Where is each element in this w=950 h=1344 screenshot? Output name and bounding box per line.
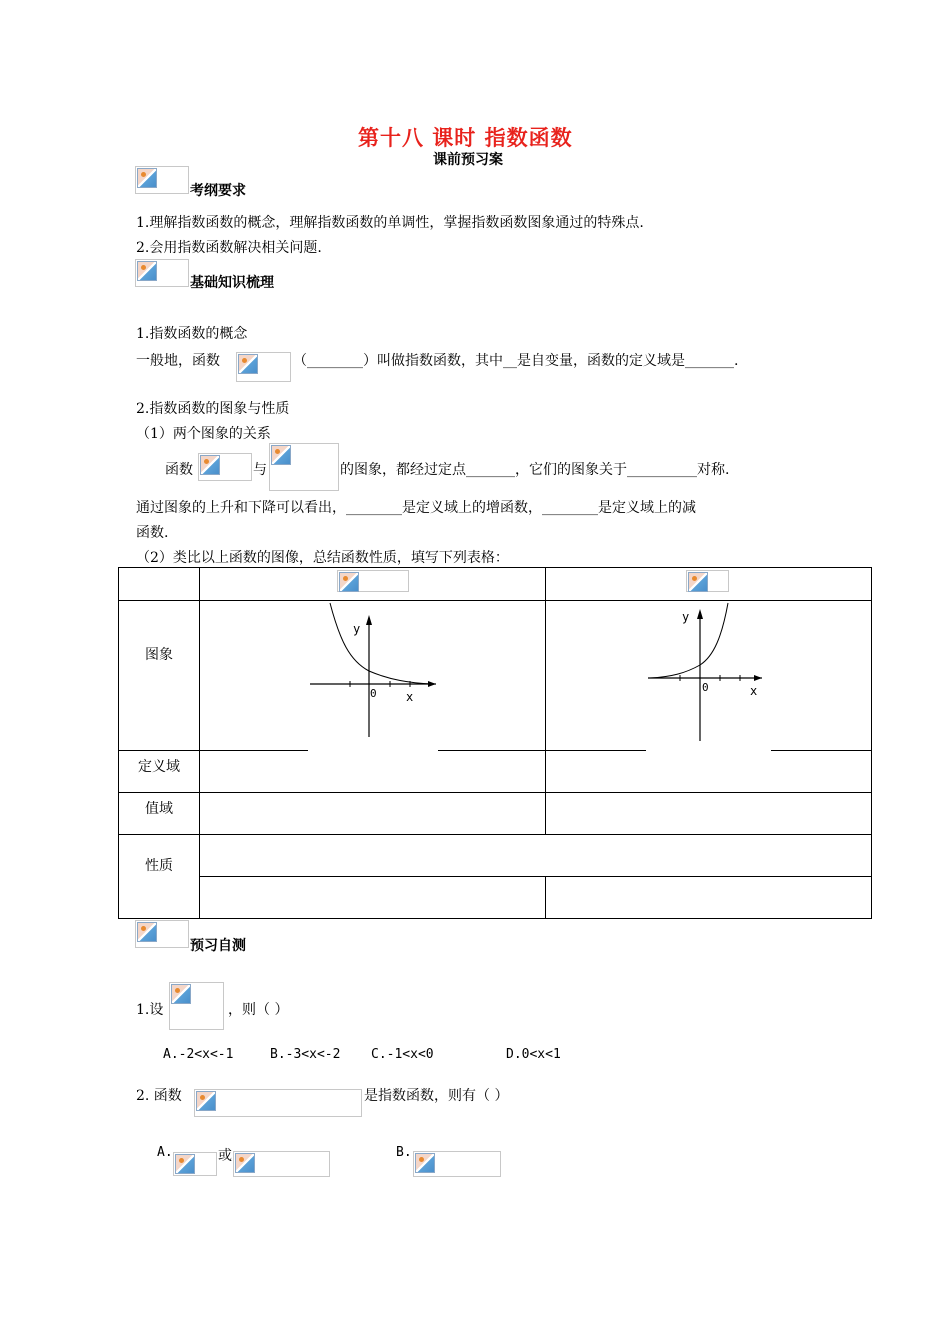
monotonicity-text-end: 函数. <box>136 525 169 541</box>
formula-image <box>269 443 339 491</box>
row-label-properties <box>119 835 200 919</box>
question-2-end: 是指数函数，则有（ ） <box>364 1088 509 1104</box>
option-b[interactable]: B.-3<x<-2 <box>270 1047 341 1062</box>
concept-line-start: 一般地，函数 <box>136 353 220 369</box>
subsection-relation: （1）两个图象的关系 <box>136 426 271 442</box>
table-header-right <box>546 568 872 601</box>
formula-image <box>686 570 729 592</box>
broken-image-icon <box>238 354 258 374</box>
row-label-graph <box>119 601 200 751</box>
range-right-cell[interactable] <box>546 793 872 835</box>
broken-image-icon <box>688 572 708 592</box>
table-header-left <box>200 568 546 601</box>
relation-text-1: 函数 <box>165 462 193 478</box>
broken-image-icon <box>415 1153 435 1173</box>
left-graph-cell <box>200 601 546 751</box>
properties-left-cell[interactable] <box>200 877 546 919</box>
formula-image <box>337 570 409 592</box>
graph-section-title: 2.指数函数的图象与性质 <box>136 401 290 417</box>
broken-image-icon <box>271 445 291 465</box>
formula-image <box>236 352 291 382</box>
broken-image-icon <box>171 984 191 1004</box>
q2-option-a-label[interactable]: A. <box>157 1145 173 1160</box>
requirement-item: 2.会用指数函数解决相关问题. <box>136 240 322 256</box>
broken-image-icon <box>196 1091 216 1111</box>
section-icon-image <box>135 920 189 948</box>
x-axis-label: x <box>750 684 758 698</box>
section-heading-requirements: 考纲要求 <box>190 183 246 199</box>
concept-title: 1.指数函数的概念 <box>136 326 248 342</box>
formula-image <box>194 1089 362 1117</box>
origin-label: 0 <box>702 681 709 694</box>
requirement-item: 1.理解指数函数的概念，理解指数函数的单调性，掌握指数函数图象通过的特殊点. <box>136 215 644 231</box>
row-label-text: 性质 <box>145 857 173 874</box>
concept-line-end: （________）叫做指数函数，其中__是自变量，函数的定义域是_______. <box>293 353 739 369</box>
question-1-start: 1.设 <box>136 1002 164 1018</box>
broken-image-icon <box>200 455 220 475</box>
properties-table <box>118 567 872 919</box>
domain-right-cell[interactable] <box>546 751 872 793</box>
decreasing-exponential-graph <box>200 601 545 751</box>
subsection-table-instruction: （2）类比以上函数的图像，总结函数性质，填写下列表格： <box>136 550 509 566</box>
q2-option-b-label[interactable]: B. <box>396 1145 412 1160</box>
y-axis-label: y <box>682 610 690 624</box>
broken-image-icon <box>137 922 157 942</box>
formula-image <box>173 1152 217 1176</box>
range-left-cell[interactable] <box>200 793 546 835</box>
row-label-range <box>119 793 200 835</box>
page-subtitle: 课前预习案 <box>433 152 503 168</box>
question-2-start: 2. 函数 <box>136 1088 182 1104</box>
right-graph-cell <box>546 601 872 751</box>
question-1-end: ，则（ ） <box>228 1002 289 1018</box>
broken-image-icon <box>137 168 157 188</box>
relation-text-3: 的图象，都经过定点_______，它们的图象关于__________对称. <box>340 462 730 478</box>
y-axis-label: y <box>353 622 361 636</box>
row-label-text: 图象 <box>145 646 173 663</box>
relation-text-2: 与 <box>253 462 267 478</box>
broken-image-icon <box>235 1153 255 1173</box>
table-header-blank <box>119 568 200 601</box>
row-label-domain <box>119 751 200 793</box>
page-title: 第十八 课时 指数函数 <box>358 126 573 150</box>
domain-left-cell[interactable] <box>200 751 546 793</box>
row-label-text: 值域 <box>145 800 173 817</box>
option-c[interactable]: C.-1<x<0 <box>371 1047 434 1062</box>
x-axis-label: x <box>406 690 414 704</box>
section-icon-image <box>135 259 189 287</box>
origin-label: 0 <box>370 687 377 700</box>
properties-right-cell[interactable] <box>546 877 872 919</box>
broken-image-icon <box>175 1154 195 1174</box>
formula-image <box>169 982 224 1030</box>
q2-or-text: 或 <box>218 1148 232 1164</box>
row-label-text: 定义域 <box>138 758 180 775</box>
section-heading-self-test: 预习自测 <box>190 938 246 954</box>
option-d[interactable]: D.0<x<1 <box>506 1047 561 1062</box>
option-a[interactable]: A.-2<x<-1 <box>163 1047 234 1062</box>
increasing-exponential-graph <box>546 601 871 751</box>
formula-image <box>233 1151 330 1177</box>
broken-image-icon <box>339 572 359 592</box>
formula-image <box>198 453 252 481</box>
properties-shared-cell[interactable] <box>200 835 872 877</box>
broken-image-icon <box>137 261 157 281</box>
section-heading-knowledge: 基础知识梳理 <box>190 275 274 291</box>
formula-image <box>413 1151 501 1177</box>
monotonicity-text: 通过图象的上升和下降可以看出，________是定义域上的增函数，________是定义域上的减 <box>136 500 696 516</box>
section-icon-image <box>135 166 189 194</box>
